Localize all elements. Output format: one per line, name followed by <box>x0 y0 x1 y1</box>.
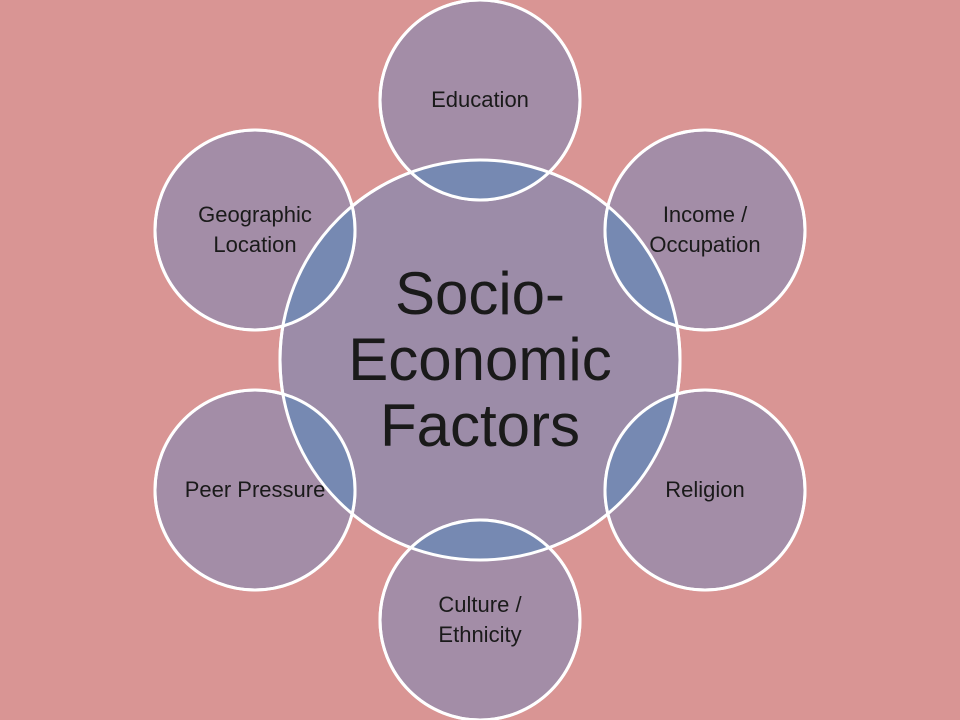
center-label-text: Socio-Economic Factors <box>348 260 612 459</box>
geographic-label-text: Geographic Location <box>198 202 312 257</box>
religion-label-text: Religion <box>665 477 745 502</box>
income-label-text: Income / Occupation <box>649 202 761 257</box>
peer-label-text: Peer Pressure <box>184 477 326 502</box>
education-label-text: Education <box>431 87 529 112</box>
culture-label-text: Culture / Ethnicity <box>438 592 522 647</box>
